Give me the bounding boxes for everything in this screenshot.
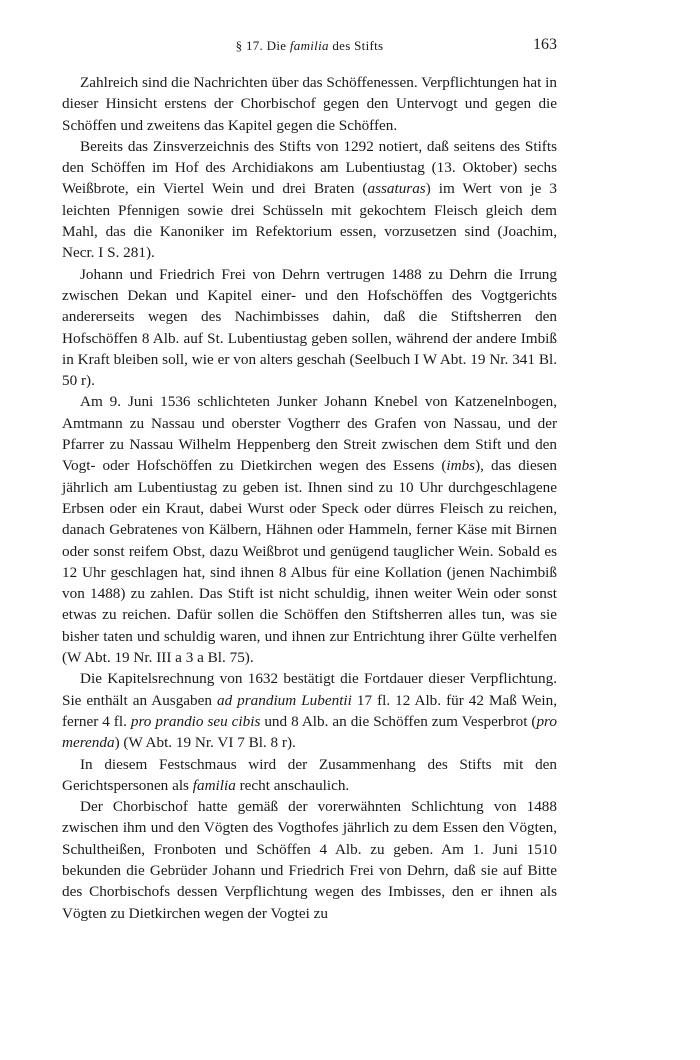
paragraph <box>62 264 557 392</box>
text-run: recht anschaulich. <box>235 776 350 794</box>
paragraph <box>62 136 557 264</box>
paragraph <box>62 668 557 753</box>
italic-term: pro prandio seu cibis <box>130 712 261 730</box>
text-run: ) im Wert von je 3 leichten Pfennigen sowie drei Schüsseln mit gekochtem Fleisch gleich dem Mahl, das die Kanoniker im Refektorium essen, vorzusetzen sind (Joachim, Necr. I S. 281). <box>62 180 557 262</box>
text-run: Der Chorbischof hatte gemäß der vorerwähnten Schlichtung von 1488 zwischen ihm und den Vögten des Vogthofes jährlich zu dem Essen den Vögten, Schultheißen, Fronboten und Schöffen 4 Alb. zu geben. Am 1. Juni 1510 bekunden die Gebrüder Johann und Friedrich Frei von Dehrn, daß sie auf Bitte des Chorbischofs dessen Verpflichtung wegen des Imbisses, den er ihnen als Vögten zu Dietkirchen wegen der Vogtei zu <box>62 798 557 922</box>
paragraph <box>62 754 557 797</box>
text-run: Bereits das Zinsverzeichnis des Stifts von 1292 notiert, daß seitens des Stifts den Schöffen im Hof des Archidiakons am Lubentiustag (13. Oktober) sechs Weißbrote, ein Viertel Wein und drei Braten ( <box>62 137 557 198</box>
italic-term: assaturas <box>367 180 426 198</box>
italic-term: imbs <box>446 457 476 475</box>
text-run: Am 9. Juni 1536 schlichteten Junker Johann Knebel von Katzenelnbogen, Amtmann zu Nassau und oberster Vogtherr des Grafen von Nassau, und der Pfarrer zu Nassau Wilhelm Heppenberg den Streit zwischen dem Stift und den Vogt- oder Hofschöffen zu Dietkirchen wegen des Essens ( <box>62 393 557 475</box>
text-run: ), das diesen jährlich am Lubentiustag zu geben ist. Ihnen sind zu 10 Uhr durchgeschlagene Erbsen oder ein Kraut, dabei Wurst oder Speck oder dürres Fleisch zu reichen, danach Gebratenes von Kälbern, Hähnen oder Hammeln, ferner Käse mit Birnen oder sonst reifem Obst, dazu Weißbrot und genügend tauglicher Wein. Sobald es 12 Uhr geschlagen hat, sind ihnen 8 Albus für eine Kollation (jenen Nachimbiß von 1488) zu zahlen. Das Stift ist nicht schuldig, ihnen weiter Wein oder sonst etwas zu reichen. Dafür sollen die Schöffen den Stiftsherren alles tun, was sie bisher taten und schuldig waren, und ihnen zur Entrichtung ihrer Gülte verhelfen (W Abt. 19 Nr. III a 3 a Bl. 75). <box>62 457 557 667</box>
running-title-suffix: des Stifts <box>328 38 384 53</box>
running-title-italic: familia <box>289 38 329 53</box>
page-header <box>62 38 557 60</box>
text-run: In diesem Festschmaus wird der Zusammenhang des Stifts mit den Gerichtspersonen als <box>62 755 557 794</box>
text-run: Johann und Friedrich Frei von Dehrn vertrugen 1488 zu Dehrn die Irrung zwischen Dekan und Kapitel einer- und den Hofschöffen des Vogtgerichts andererseits wegen des Nachimbisses dahin, daß die Stiftsherren den Hofschöffen 8 Alb. auf St. Lubentiustag geben sollen, während der andere Imbiß in Kraft bleiben soll, wie er von alters geschah (Seelbuch I W Abt. 19 Nr. 341 Bl. 50 r). <box>62 265 557 390</box>
paragraph <box>62 796 557 924</box>
text-run: Die Kapitelsrechnung von 1632 bestätigt die Fortdauer dieser Verpflichtung. Sie enthält an Ausgaben <box>62 670 557 709</box>
body-text <box>62 72 557 924</box>
paragraph <box>62 72 557 136</box>
italic-term: pro merenda <box>62 712 557 752</box>
text-run: und 8 Alb. an die Schöffen zum Vesperbrot ( <box>260 712 537 730</box>
text-run: Zahlreich sind die Nachrichten über das Schöffenessen. Verpflichtungen hat in dieser Hinsicht erstens der Chorbischof gegen den Untervogt und gegen die Schöffen und zweitens das Kapitel gegen die Schöffen. <box>62 74 557 134</box>
running-title-prefix: § 17. Die <box>235 38 290 53</box>
italic-term: familia <box>192 776 236 794</box>
text-run: ) (W Abt. 19 Nr. VI 7 Bl. 8 r). <box>114 734 296 752</box>
running-title <box>62 38 557 54</box>
italic-term: ad prandium Lubentii <box>216 691 352 709</box>
text-run: 17 fl. 12 Alb. für 42 Maß Wein, ferner 4 fl. <box>62 691 558 730</box>
page-number: 163 <box>533 36 557 53</box>
paragraph <box>62 391 557 668</box>
